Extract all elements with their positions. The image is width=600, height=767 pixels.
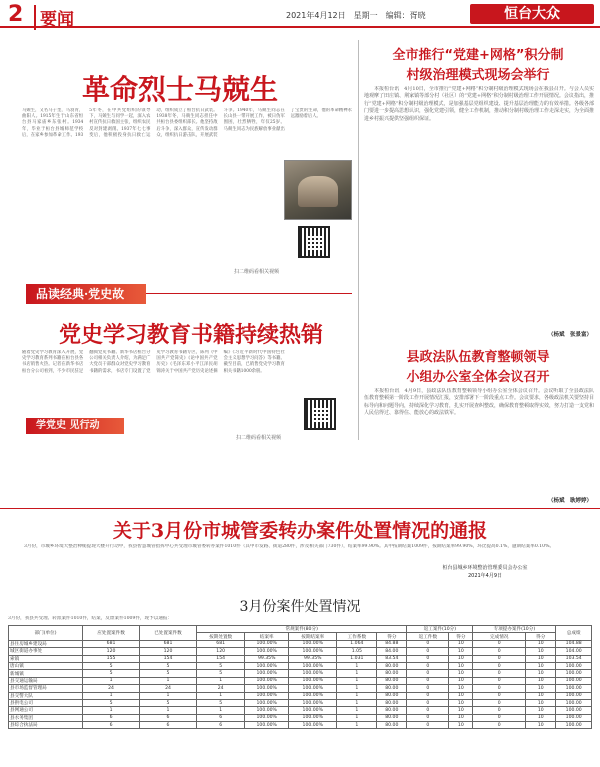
table-cell: 100.00%	[245, 677, 289, 684]
table-cell: 10	[526, 677, 556, 684]
table-cell: 0	[407, 662, 449, 669]
table-cell: 10	[449, 722, 473, 729]
table-cell: 1	[337, 662, 377, 669]
table-cell: 100.00%	[245, 692, 289, 699]
table-cell: 100.00%	[289, 692, 337, 699]
table-cell: 县供电公司	[9, 699, 83, 706]
table-cell: 县综合执法局	[9, 722, 83, 729]
table-cell: 24	[83, 685, 140, 692]
table-cell: 5	[196, 699, 244, 706]
table-cell: 80.00	[377, 677, 407, 684]
table-cell: 681	[83, 640, 140, 647]
table-cell: 6	[83, 714, 140, 721]
table-cell: 1	[140, 707, 197, 714]
table-cell: 0	[407, 714, 449, 721]
table-cell: 24	[140, 685, 197, 692]
table-row	[9, 707, 592, 714]
table-cell: 100.00%	[289, 662, 337, 669]
table-cell: 80.00	[377, 714, 407, 721]
table-cell: 84.88	[377, 640, 407, 647]
table-cell: 10	[449, 685, 473, 692]
table-cell: 1	[337, 692, 377, 699]
table-cell: 1	[83, 677, 140, 684]
notice-issuer: 桓台县城乡环境整治管理委员会办公室	[442, 565, 528, 571]
table-row	[9, 692, 592, 699]
table-cell: 5	[83, 699, 140, 706]
group-header: 常规案件(80分)	[196, 626, 406, 633]
table-cell: 100.00	[556, 714, 592, 721]
table-cell: 0	[473, 722, 526, 729]
table-cell: 103.54	[556, 655, 592, 662]
col-header: 完成情况	[473, 633, 526, 640]
table-cell: 城区街道办事处	[9, 648, 83, 655]
table-cell: 100.00%	[289, 648, 337, 655]
cases-table	[8, 625, 592, 729]
table-cell: 0	[407, 655, 449, 662]
table-cell: 6	[196, 722, 244, 729]
table-cell: 10	[526, 722, 556, 729]
table-cell: 0	[473, 677, 526, 684]
table-cell: 100.00	[556, 670, 592, 677]
table-cell: 100.00%	[245, 714, 289, 721]
table-cell: 104.00	[556, 648, 592, 655]
table-cell: 80.00	[377, 722, 407, 729]
newspaper-logo: 恒台大众	[470, 4, 594, 24]
table-cell: 80.00	[377, 685, 407, 692]
col-header: 得分	[449, 633, 473, 640]
article1-title: 革命烈士马兢生	[81, 73, 278, 106]
notice-title: 关于3月份市城管委转办案件处置情况的通报	[112, 520, 488, 542]
table-cell: 1	[337, 707, 377, 714]
group-header: 返工案件(10分)	[407, 626, 473, 633]
table-cell: 100.00%	[245, 640, 289, 647]
table-row	[9, 662, 592, 669]
article2-body: 随着党史学习教育深入开展，党史学习教育系列书籍在桓台县各书店销售火热。记者在新华书店桓台分公司看到，不少市民驻足翻阅党史书籍。新华书店桓台分公司相关负责人介绍，为满足广大党员干部群众对党史学习教育书籍的需求，书店专门设置了党史学习教育书籍专区，陈列《中国共产党简史》《论中国共产党历史》《毛泽东邓小平江泽民胡锦涛关于中国共产党历史论述摘编》《习近平新时代中国特色社会主义思想学习问答》等书籍。截至目前，已销售党史学习教育相关书籍1000余册。	[22, 350, 285, 374]
table-cell: 100.00	[556, 722, 592, 729]
table-cell: 0	[473, 648, 526, 655]
table-cell: 100.00%	[289, 670, 337, 677]
table-cell: 100.00%	[289, 699, 337, 706]
table-row	[9, 714, 592, 721]
table-cell: 县网通公司	[9, 707, 83, 714]
table-cell: 10	[526, 699, 556, 706]
table-cell: 1	[140, 677, 197, 684]
table-cell: 100.00%	[289, 640, 337, 647]
table-cell: 10	[526, 707, 556, 714]
table-cell: 10	[526, 648, 556, 655]
table-cell: 155	[83, 655, 140, 662]
table-cell: 1	[196, 707, 244, 714]
table-row	[9, 640, 592, 647]
table-cell: 10	[449, 655, 473, 662]
table-cell: 0	[473, 640, 526, 647]
table-cell: 100.00%	[245, 722, 289, 729]
table-cell: 1	[83, 707, 140, 714]
date-line: 2021年4月12日 星期一 编辑：胥晓	[286, 11, 426, 20]
article3-title-line1: 全市推行“党建+网格”积分制	[392, 48, 564, 63]
table-row	[9, 648, 592, 655]
table-cell: 0	[473, 655, 526, 662]
table-cell: 1	[83, 692, 140, 699]
qr-code-2	[304, 398, 336, 430]
banner-rule	[146, 293, 352, 294]
table-cell: 154	[196, 655, 244, 662]
table-cell: 10	[526, 655, 556, 662]
table-row	[9, 677, 592, 684]
table-cell: 0	[473, 707, 526, 714]
table-cell: 5	[140, 662, 197, 669]
table-cell: 10	[526, 640, 556, 647]
col-header: 工作系数	[337, 633, 377, 640]
col-header: 应处置案件数	[83, 626, 140, 641]
table-cell: 5	[83, 662, 140, 669]
table-cell: 100.00%	[289, 685, 337, 692]
banner-party-history-story: 品读经典·党史故事	[26, 284, 146, 304]
table-cell: 6	[83, 722, 140, 729]
table-cell: 0	[407, 670, 449, 677]
table-cell: 0	[407, 707, 449, 714]
table-cell: 99.35%	[289, 655, 337, 662]
table-cell: 100.00	[556, 692, 592, 699]
table-cell: 10	[449, 662, 473, 669]
table-cell: 100.00	[556, 699, 592, 706]
table-cell: 10	[449, 714, 473, 721]
col-header: 按期处置数	[196, 633, 244, 640]
col-header: 返工件数	[407, 633, 449, 640]
table-cell: 80.00	[377, 707, 407, 714]
table-cell: 6	[140, 714, 197, 721]
table-row	[9, 699, 592, 706]
table-cell: 681	[140, 640, 197, 647]
col-header: 按期结案率	[289, 633, 337, 640]
table-cell: 10	[449, 640, 473, 647]
table-cell: 0	[407, 722, 449, 729]
qr-code-1	[298, 226, 330, 258]
article3-signature: （杨斌 张景富）	[547, 332, 592, 338]
table-cell: 100.00%	[289, 722, 337, 729]
table-cell: 10	[526, 685, 556, 692]
table-note: 3月份，我县共受理、转派案件1010件，结案，反馈案件1009件，现予以通报：	[8, 616, 173, 621]
table-cell: 10	[526, 714, 556, 721]
table-cell: 0	[473, 670, 526, 677]
article3-body: 本报桓台讯 4月10日，全市推行“党建+网格”积分制村级治理模式现场会在我县召开。与会人员实地观摩了田庄镇、荆家镇等部分村（社区）的“党建+网格”积分制村级治理工作开展情况。会议指出，推行“党建+网格”积分制村级治理模式，是加强基层党组织建设、提升基层治理能力的有效举措。各级各部门要进一步提高思想认识，强化党建引领，健全工作机制，推动积分制村级治理工作走深走实，为全面推进乡村振兴提供坚强组织保证。	[364, 86, 594, 122]
table-cell: 0	[407, 648, 449, 655]
table-cell: 唐山镇	[9, 662, 83, 669]
table-cell: 100.00%	[245, 662, 289, 669]
table-cell: 5	[140, 670, 197, 677]
col-header: 得分	[377, 633, 407, 640]
table-cell: 10	[449, 699, 473, 706]
article3-title-line2: 村级治理模式现场会举行	[406, 68, 550, 83]
table-cell: 0	[473, 685, 526, 692]
table-cell: 100.00%	[289, 707, 337, 714]
table-cell: 10	[449, 648, 473, 655]
table-cell: 县市场监督管理局	[9, 685, 83, 692]
table-cell: 80.00	[377, 692, 407, 699]
table-cell: 80.00	[377, 670, 407, 677]
table-cell: 索镇	[9, 655, 83, 662]
table-cell: 1	[337, 670, 377, 677]
article1-caption: 扫二维码看相关视频	[234, 269, 280, 275]
table-cell: 0	[407, 685, 449, 692]
table-cell: 100.00	[556, 677, 592, 684]
notice-body: 3月份，市城乡环境大整治棒槌提现大楼升行动中，我县智慧城管指挥中心共受理市城管委转办案件1010件（其中市发路、街道280件，涉及相关部门730件），结案率99.90%。其中按期结案1009件，按期结案率99.90%，环比提高0.1%，逾期结案率0.10%。	[24, 544, 555, 549]
table-cell: 5	[196, 662, 244, 669]
col-header: 结案率	[245, 633, 289, 640]
table-cell: 0	[407, 677, 449, 684]
banner-action: 学党史 见行动	[26, 418, 124, 434]
table-cell: 10	[526, 662, 556, 669]
table-cell: 1.031	[337, 655, 377, 662]
table-cell: 县住房城乡建设局	[9, 640, 83, 647]
table-cell: 100.00	[556, 707, 592, 714]
article4-body: 本报桓台讯 4月9日，县政法队伍教育整顿领导小组办公室全体会议召开。会议听取了全县政法队伍教育整顿第一阶段工作开展情况汇报，安排部署下一阶段重点工作。会议要求，各级政法机关要坚持目标导向和问题导向，持续深化学习教育，扎实开展查纠整改，确保教育整顿取得实效，努力打造一支党和人民信得过、靠得住、能放心的政法铁军。	[364, 388, 594, 417]
table-cell: 100.00%	[245, 670, 289, 677]
table-cell: 1	[337, 685, 377, 692]
table-cell: 5	[196, 670, 244, 677]
table-cell: 24	[196, 685, 244, 692]
article1-body: 马兢生，又名马子奎，马羽青，曲阳人。1915年生于山东省恒台县马家庙乡东张村。1934年，毕业于桓台县城师范学校后，在家乡参加革命工作。1935年冬，在中共党组织的领导下，马兢生与同学一起，深入农村宣传抗日救国主张，组织农民反对封建剥削。1937年七七事变后，他积极投身抗日救亡运动，组织成立了桓台抗日武装。1938年冬，马兢生同志担任中共桓台县委组织部长。他坚持敌后斗争，深入群众，宣传发动群众，组织抗日游击队，开展武装斗争。1940年，马兢生同志在长山县一带开展工作，被日伪军围困，壮烈牺牲，年仅25岁。马兢生同志为民族解放事业献出了宝贵的生命，他的革命精神永远激励着后人。	[22, 108, 352, 138]
table-cell: 1	[196, 677, 244, 684]
table-cell: 10	[526, 692, 556, 699]
table-row	[9, 685, 592, 692]
col-header: 得分	[526, 633, 556, 640]
notice-date: 2021年4月9日	[467, 573, 503, 579]
table-cell: 6	[196, 714, 244, 721]
table-row	[9, 655, 592, 662]
table-cell: 80.00	[377, 662, 407, 669]
table-cell: 100.00%	[289, 714, 337, 721]
table-cell: 县交警大队	[9, 692, 83, 699]
table-cell: 0	[407, 699, 449, 706]
table-row	[9, 722, 592, 729]
section-title: 要闻	[34, 5, 74, 30]
column-divider	[358, 40, 359, 440]
notice-divider	[0, 508, 600, 509]
col-header: 总成绩	[556, 626, 592, 641]
table-cell: 100.00%	[245, 648, 289, 655]
article4-title-line2: 小组办公室全体会议召开	[406, 370, 550, 385]
page-number: 2	[8, 2, 24, 27]
table-cell: 1	[337, 714, 377, 721]
table-cell: 1	[337, 699, 377, 706]
table-cell: 120	[196, 648, 244, 655]
table-cell: 120	[83, 648, 140, 655]
table-cell: 县水务集团	[9, 714, 83, 721]
table-cell: 0	[473, 662, 526, 669]
table-cell: 5	[83, 670, 140, 677]
table-cell: 104.88	[556, 640, 592, 647]
group-header: 专项提办案件(10分)	[473, 626, 556, 633]
table-cell: 新城镇	[9, 670, 83, 677]
table-cell: 120	[140, 648, 197, 655]
article2-caption: 扫二维码看相关视频	[236, 435, 282, 441]
table-cell: 1	[140, 692, 197, 699]
table-cell: 100.00	[556, 685, 592, 692]
table-cell: 0	[473, 714, 526, 721]
table-body	[9, 640, 592, 729]
table-cell: 10	[449, 692, 473, 699]
col-header: 已处置案件数	[140, 626, 197, 641]
table-cell: 10	[449, 677, 473, 684]
table-cell: 100.00%	[245, 685, 289, 692]
table-cell: 1	[337, 677, 377, 684]
table-cell: 1.05	[337, 648, 377, 655]
table-cell: 100.00%	[289, 677, 337, 684]
table-group-header-row	[9, 626, 592, 633]
table-cell: 1	[337, 722, 377, 729]
portrait-photo	[284, 160, 352, 220]
table-cell: 1.064	[337, 640, 377, 647]
table-cell: 1	[196, 692, 244, 699]
table-row	[9, 670, 592, 677]
table-cell: 5	[140, 699, 197, 706]
table-cell: 80.00	[377, 699, 407, 706]
table-cell: 0	[473, 699, 526, 706]
table-cell: 0	[407, 692, 449, 699]
article2-title: 党史学习教育书籍持续热销	[58, 322, 323, 348]
table-cell: 83.54	[377, 655, 407, 662]
table-cell: 县交通运输局	[9, 677, 83, 684]
table-cell: 10	[449, 707, 473, 714]
table-cell: 0	[407, 640, 449, 647]
table-title: 3月份案件处置情况	[239, 599, 361, 615]
col-header: 部门(单位)	[9, 626, 83, 641]
table-cell: 84.00	[377, 648, 407, 655]
table-cell: 100.00	[556, 662, 592, 669]
article4-signature: （杨斌 耿婷婷）	[547, 498, 592, 504]
table-cell: 681	[196, 640, 244, 647]
table-cell: 10	[526, 670, 556, 677]
article4-title-line1: 县政法队伍教育整顿领导	[406, 350, 550, 365]
table-cell: 10	[449, 670, 473, 677]
table-cell: 154	[140, 655, 197, 662]
table-cell: 0	[473, 692, 526, 699]
table-cell: 99.35%	[245, 655, 289, 662]
table-cell: 100.00%	[245, 707, 289, 714]
table-cell: 6	[140, 722, 197, 729]
page-header	[0, 0, 600, 28]
table-cell: 100.00%	[245, 699, 289, 706]
